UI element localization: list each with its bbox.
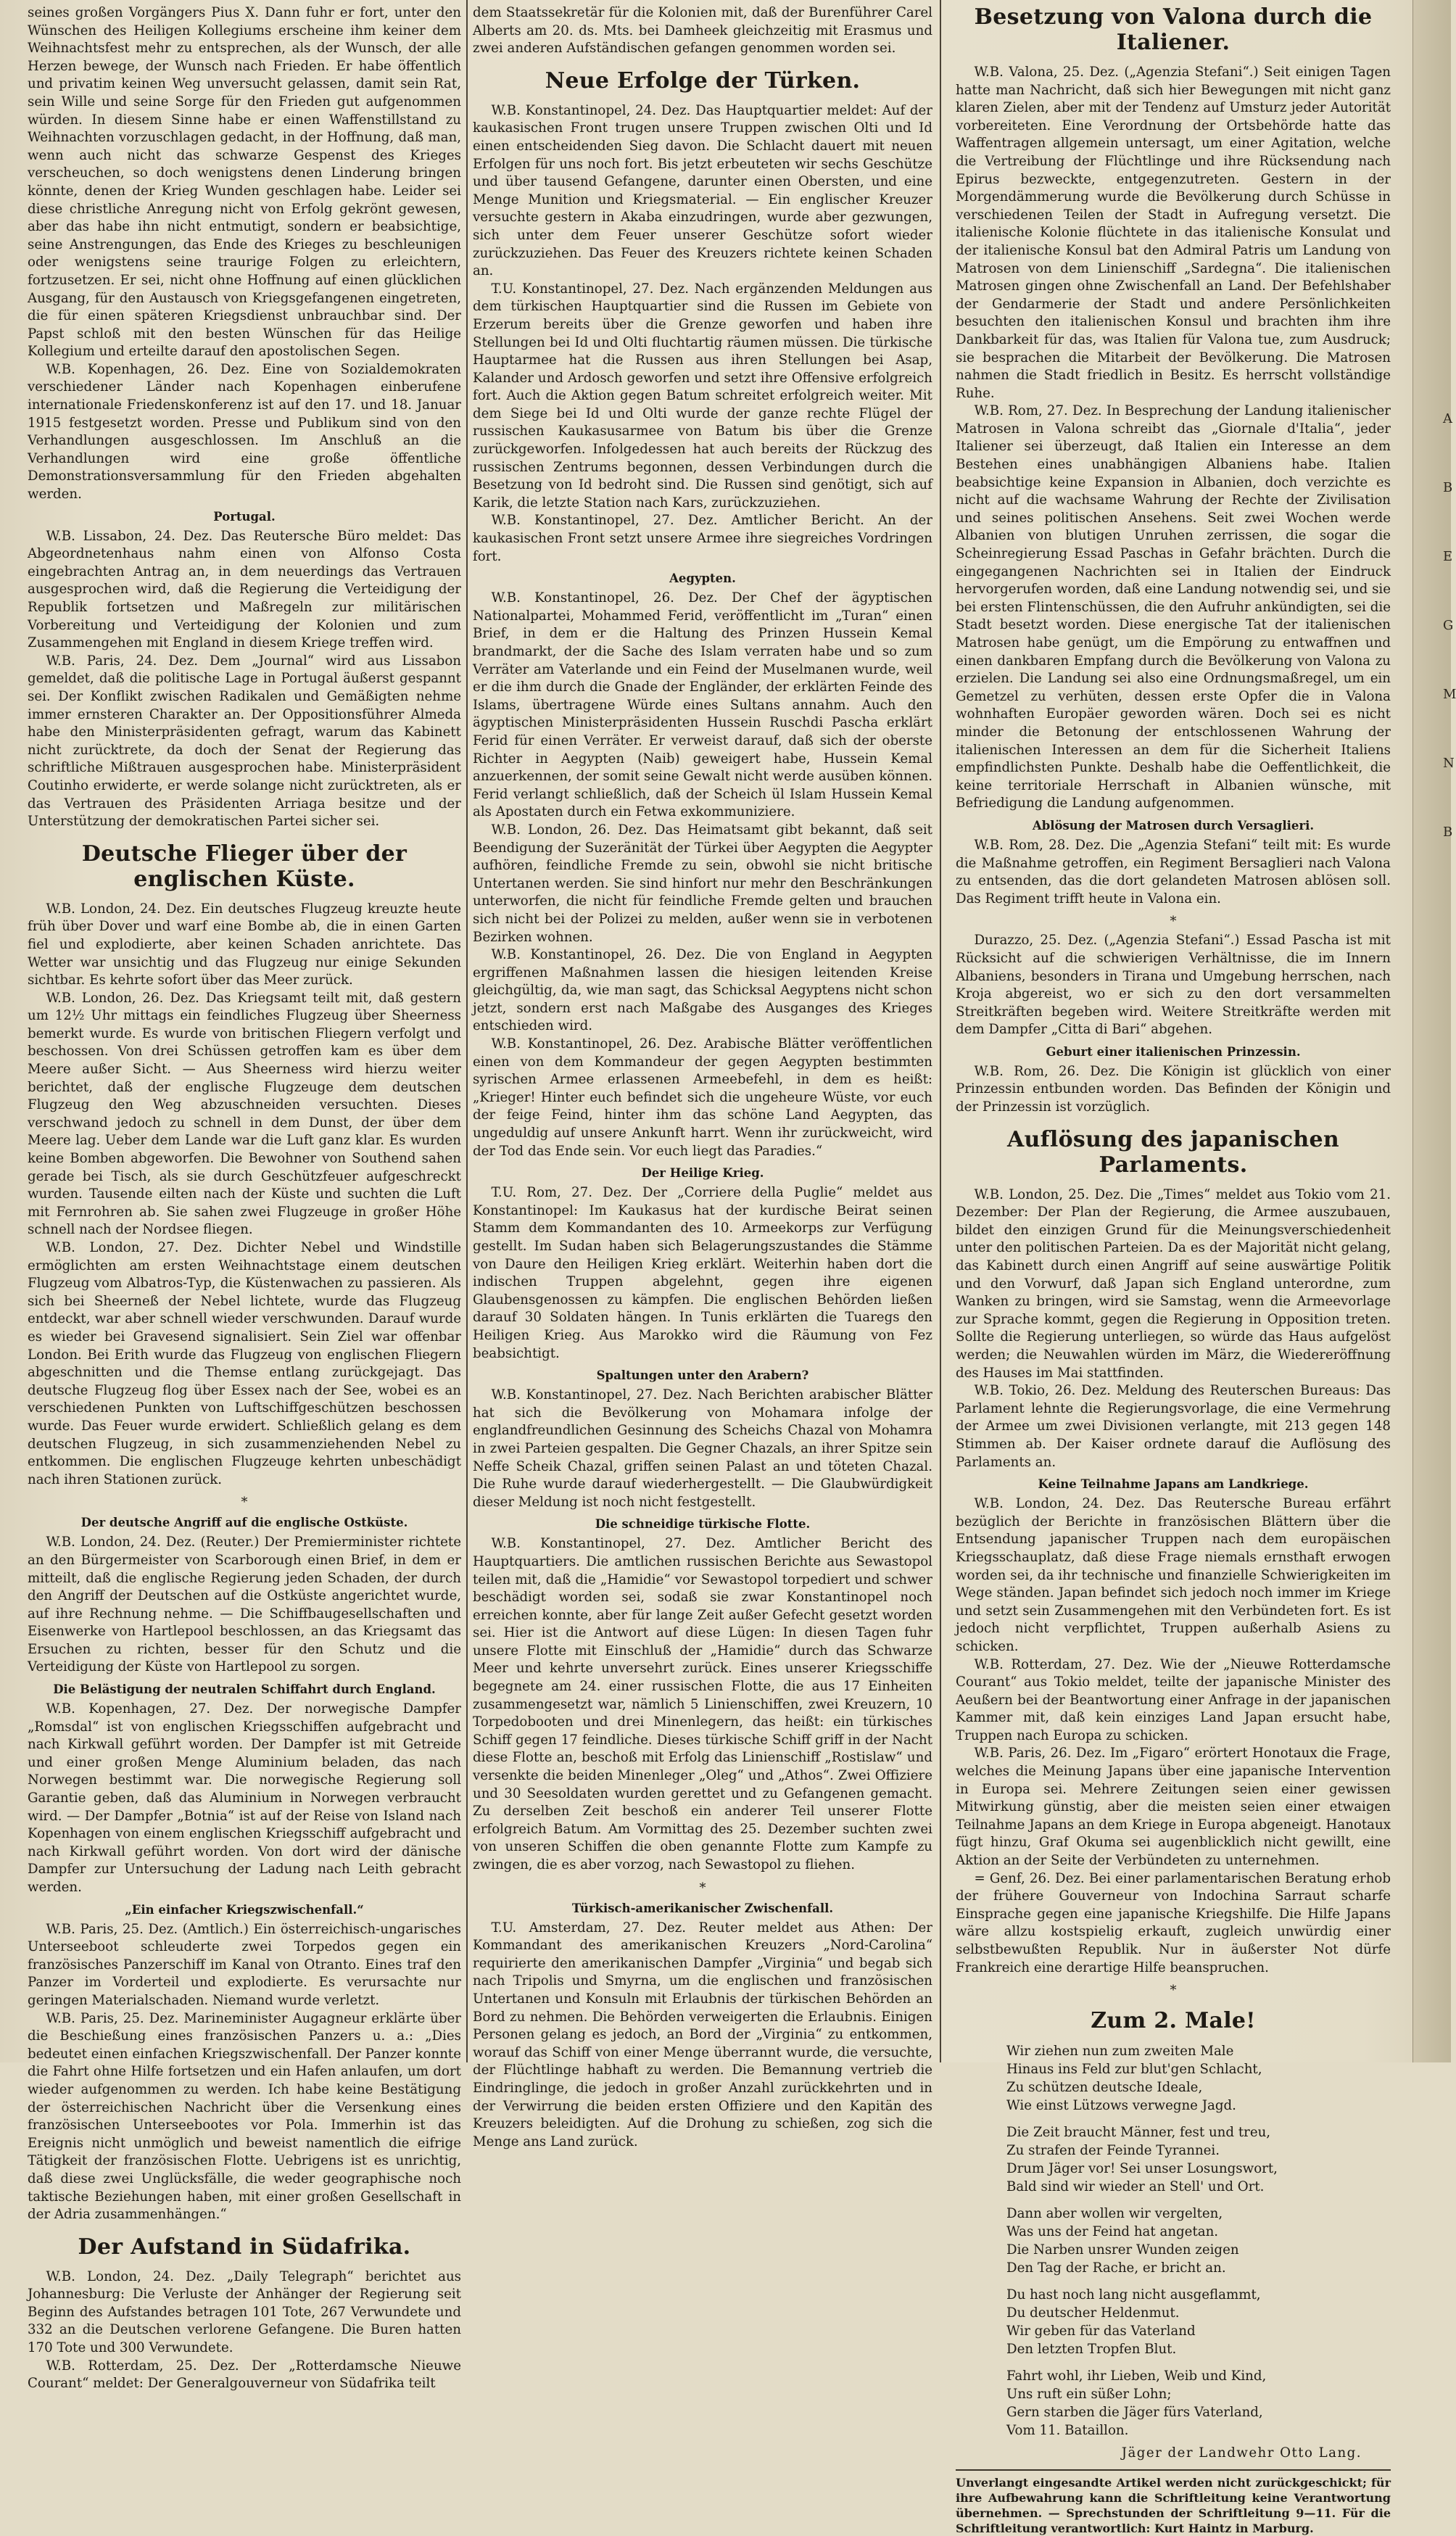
article-paragraph: W.B. London, 25. Dez. Die „Times“ meldet aus Tokio vom 21. Dezember: Der Plan der Regierung, die Armee auszubauen, bildet den einzigen Grund für die Meinungsverschiedenheit unter den politischen Parteien. Da es der Majorität nicht gelang, das Kabinett durch einen Angriff auf seine auswärtige Politik und den Vorwurf, daß Japan sich England unterordne, zum Wanken zu bringen, wird sie Samstag, wenn die Armeevorlage zur Sprache kommt, gegen die Regierung in Opposition treten. Sollte die Regierung unterliegen, so würde das Haus aufgelöst werden; die Neuwahlen würden im März, die Wiedereröffnung des Hauses im Mai stattfinden. (956, 1186, 1391, 1381)
article-paragraph: seines großen Vorgängers Pius X. Dann fuhr er fort, unter den Wünschen des Heiligen Kollegiums erscheine ihm keiner dem Weihnachtsfest mehr zu entsprechen, als der Wunsch, der alle Herzen bewege, der Wunsch nach Frieden. Er habe öffentlich und privatim keinen Weg unversucht gelassen, damit sein Rat, sein Wille und seine Sorge für den Frieden gut aufgenommen würden. In diesem Sinne habe er einen Waffenstillstand zu Weihnachten vorzuschlagen gedacht, in der Hoffnung, daß man, wenn auch nicht das schwarze Gespenst des Krieges verscheuchen, so doch wenigstens denen Linderung bringen könnte, denen der Krieg Wunden geschlagen habe. Leider sei diese christliche Anregung nicht von Erfolg gekrönt gewesen, aber das habe ihn nicht entmutigt, sondern er beabsichtige, seine Anstrengungen, das Ende des Krieges zu beschleunigen oder wenigstens seine traurige Folgen zu erleichtern, fortzusetzen. Er sei, nicht ohne Hoffnung auf einen glücklichen Ausgang, für den Austausch von Kriegsgefangenen eingetreten, die für einen späteren Kriegsdienst unbrauchbar sind. Der Papst schloß mit den besten Wünschen für das Heilige Kollegium und erteilte darauf den apostolischen Segen. (28, 5, 461, 360)
poem-line: Zu schützen deutsche Ideale, (1006, 2080, 1203, 2096)
article-paragraph: W.B. London, 26. Dez. Das Kriegsamt teilt mit, daß gestern um 12½ Uhr mittags ein feindliches Flugzeug über Sheerness bemerkt wurde. Es wurde von britischen Fliegern verfolgt und beschossen. Von drei Schüssen getroffen kam es über dem Meere außer Sicht. — Aus Sheerness wird hierzu weiter berichtet, daß der englische Flugzeuge dem deutschen Flugzeug den Weg abzuschneiden versuchten. Dieses verschwand jedoch zu schnell in dem Dunst, der über dem Meere lag. Ueber dem Lande war die Luft ganz klar. Es wurden keine Bomben abgeworfen. Die Bewohner von Southend sahen gerade bei Tisch, als sie durch Geschützfeuer aufgeschreckt wurden. Tausende eilten nach der Küste und suchten die Luft mit Fernrohren ab. Sie sahen zwei Flugzeuge in großer Höhe schnell nach der Nordsee fliegen. (28, 990, 461, 1238)
poem-line: Den letzten Tropfen Blut. (1006, 2342, 1177, 2358)
article-paragraph: W.B. London, 27. Dez. Dichter Nebel und Windstille ermöglichten am ersten Weihnachtstage einem deutschen Flugzeug vom Albatros-Typ, die Küstenwachen zu passieren. Als sich bei Sheerneß der Nebel lichtete, wurde das Flugzeug entdeckt, war aber schnell wieder verschwunden. Darauf wurde es wieder bei Gravesend signalisiert. Sein Ziel war offenbar London. Bei Erith wurde das Flugzeug von englischen Fliegern abgeschnitten und die Themse entlang zurückgejagt. Das deutsche Flugzeug flog über Essex nach der See, wobei es an verschiedenen Punkten von Luftschiffgeschützen beschossen wurde. Das Feuer wurde erwidert. Schließlich gelang es dem deutschen Flugzeug, in sich zusammenziehenden Nebel zu entkommen. Die englischen Flugzeuge kehrten unbeschädigt nach ihren Stationen zurück. (28, 1240, 461, 1487)
stanza-gap (1006, 2196, 1391, 2205)
article-paragraph: W.B. Konstantinopel, 26. Dez. Der Chef der ägyptischen Nationalpartei, Mohammed Ferid, veröffentlicht im „Turan“ einen Brief, in dem er die Haltung des Prinzen Hussein Kemal brandmarkt, der die Sache des Islam verraten habe und so zum Verräter am Vaterlande und ein Feind der Muselmanen wurde, weil er die ihm durch die Gnade der Engländer, der erklärten Feinde des Islams, übertragene Würde eines Sultans annahm. Auch den ägyptischen Ministerpräsidenten Hussein Ruschdi Pascha erklärt Ferid für einen Verräter. Er verweist darauf, daß sich der oberste Richter in Aegypten (Naib) geweigert habe, Hussein Kemal anzuerkennen, der somit seine Gewalt nicht werde ausüben können. Ferid verlangt schließlich, daß der Scheich ül Islam Hussein Kemal als Apostaten durch ein Fetwa exkommuniziere. (473, 590, 932, 820)
article-paragraph: dem Staatssekretär für die Kolonien mit, daß der Burenführer Carel Alberts am 20. ds. Mts. bei Damheek gleichzeitig mit Erasmus und zwei anderen Aufständischen gefangen genommen worden sei. (473, 5, 932, 57)
poem-line: Was uns der Feind hat angetan. (1006, 2224, 1219, 2240)
article-paragraph: W.B. Rotterdam, 25. Dez. Der „Rotterdamsche Nieuwe Courant“ meldet: Der Generalgouverneur von Südafrika teilt (28, 2358, 461, 2392)
article-paragraph: W.B. Paris, 24. Dez. Dem „Journal“ wird aus Lissabon gemeldet, daß die politische Lage in Portugal äußerst gespannt sei. Der Konflikt zwischen Radikalen und Gemäßigten nehme immer ernsteren Charakter an. Der Oppositionsführer Almeda habe den Ministerpräsidenten gefragt, warum das Kabinett nicht zurücktrete, da doch der Senat der Regierung das schriftliche Mißtrauen ausgesprochen habe. Ministerpräsident Coutinho erwiderte, er werde solange nicht zurücktreten, als er das Vertrauen des Präsidenten Arriaga besitze und der Unterstützung der demokratischen Partei sicher sei. (28, 653, 461, 830)
headline-suedafrika: Der Aufstand in Südafrika. (78, 2234, 411, 2260)
adjacent-page-glyphs (1443, 384, 1456, 867)
poem-line: Den Tag der Rache, er bricht an. (1006, 2260, 1226, 2276)
article-paragraph: W.B. Konstantinopel, 27. Dez. Amtlicher Bericht des Hauptquartiers. Die amtlichen russischen Berichte aus Sewastopol teilen mit, daß die „Hamidie“ vor Sewastopol torpediert und schwer beschädigt worden sei, sodaß sie zwar Konstantinopel noch erreichen konnte, aber für lange Zeit außer Gefecht gesetzt worden sei. Hier ist die Antwort auf diese Lügen: In diesen Tagen fuhr unsere Flotte mit Einschluß der „Hamidie“ durch das Schwarze Meer und kehrte unversehrt zurück. Eines unserer Kriegsschiffe begegnete am 24. einer russischen Flotte, die aus 17 Einheiten zusammengesetzt war, nämlich 5 Linienschiffen, zwei Kreuzern, 10 Torpedobooten und drei Minenlegern, das heißt: ein türkisches Schiff gegen 17 feindliche. Dieses türkische Schiff griff in der Nacht diese Flotte an, beschoß mit Erfolg das Linienschiff „Rostislaw“ und versenkte die beiden Minenleger „Oleg“ und „Athos“. Zwei Offiziere und 30 Seesoldaten wurden gerettet und zu Gefangenen gemacht. Zu derselben Zeit beschoß ein anderer Teil unserer Flotte erfolgreich Batum. Am Vormittag des 25. Dezember suchten zwei von unseren Schiffen die oben genannte Flotte zum Kampfe zu zwingen, die es aber vorzog, nach Sewastopol zu fliehen. (473, 1536, 932, 1872)
section-heading-angriff: Der deutsche Angriff auf die englische Ostküste. (80, 1516, 408, 1530)
column-rule (940, 0, 941, 2062)
article-paragraph: W.B. Kopenhagen, 26. Dez. Eine von Sozialdemokraten verschiedener Länder nach Kopenhagen einberufene internationale Friedenskonferenz ist auf den 17. und 18. Januar 1915 festgesetzt worden. Presse und Publikum sind von den Verhandlungen ausgeschlossen. Im Anschluß an die Verhandlungen wird eine große öffentliche Demonstrationsversammlung für den Frieden abgehalten werden. (28, 361, 461, 503)
edge-glyph: M (1443, 687, 1456, 702)
section-heading-aegypten: Aegypten. (669, 571, 736, 586)
section-heading-heiliger-krieg: Der Heilige Krieg. (641, 1166, 764, 1181)
poem-author: Jäger der Landwehr Otto Lang. (1121, 2445, 1362, 2461)
adjacent-page-edge (1412, 0, 1451, 2062)
section-heading-spaltungen: Spaltungen unter den Arabern? (596, 1368, 809, 1383)
poem-line: Wir geben für das Vaterland (1006, 2324, 1196, 2339)
stanza-gap (1006, 2115, 1391, 2123)
article-paragraph: T.U. Amsterdam, 27. Dez. Reuter meldet aus Athen: Der Kommandant des amerikanischen Kreuzers „Nord-Carolina“ requirierte den amerikanischen Dampfer „Virginia“ und begab sich nach Tripolis und Smyrna, um die englischen und französischen Untertanen und Konsuln mit Erlaubnis der türkischen Behörden an Bord zu nehmen. Die Behörden verweigerten die Erlaubnis. Einigen Personen gelang es jedoch, an Bord der „Virginia“ zu entkommen, worauf das Schiff von einer Menge überrannt wurde, die versuchte, der Flüchtlinge habhaft zu werden. Die Bemannung vertrieb die Eindringlinge, die jedoch in großer Anzahl zurückkehrten und in der Verwirrung die beiden ersten Offiziere und den Kapitän des Kreuzers beleidigten. Auf die Drohung zu schießen, zog sich die Menge ans Land zurück. (473, 1920, 932, 2149)
poem-line: Wir ziehen nun zum zweiten Male (1006, 2044, 1234, 2060)
poem-title: Zum 2. Male! (1091, 2008, 1256, 2034)
article-paragraph: W.B. London, 24. Dez. (Reuter.) Der Premierminister richtete an den Bürgermeister von Scarborough einen Brief, in dem er mitteilt, daß die englische Regierung jeden Schaden, der durch den Angriff der Deutschen auf die Ostküste angerichtet wurde, auf ihre Rechnung nehme. — Die Schiffbaugesellschaften und Eisenwerke von Hartlepool beschlossen, an das Kriegsamt das Ersuchen zu richten, besser für den Schutz und die Verteidigung der Küste von Hartlepool zu sorgen. (28, 1535, 461, 1675)
column-middle (473, 4, 932, 2149)
headline-valona: Besetzung von Valona durch die Italiener. (974, 4, 1373, 55)
poem-line: Bald sind wir wieder an Stell' und Ort. (1006, 2179, 1265, 2195)
article-paragraph: W.B. London, 24. Dez. Ein deutsches Flugzeug kreuzte heute früh über Dover und warf eine Bombe ab, die in einen Garten fiel und explodierte, aber keinen Schaden anrichtete. Das Wetter war unsichtig und das Flugzeug nur einige Sekunden sichtbar. Es kehrte sofort über das Meer zurück. (28, 901, 461, 988)
editorial-footer: Unverlangt eingesandte Artikel werden nicht zurückgeschickt; für ihre Aufbewahrung kann die Schriftleitung keine Verantwortung übernehmen. — Sprechstunden der Schriftleitung 9—11. Für die Schriftleitung verantwortlich: Kurt Haintz in Marburg. (956, 2469, 1391, 2536)
edge-glyph: N (1443, 756, 1455, 771)
edge-glyph: E (1443, 549, 1453, 564)
article-paragraph: W.B. Konstantinopel, 27. Dez. Amtlicher Bericht. An der kaukasischen Front setzt unsere Armee ihre siegreiches Vordringen fort. (473, 513, 932, 564)
poem-line: Zu strafen der Feinde Tyrannei. (1006, 2143, 1220, 2159)
article-paragraph: W.B. Kopenhagen, 27. Dez. Der norwegische Dampfer „Romsdal“ ist von englischen Kriegsschiffen aufgebracht und nach Kirkwall geführt worden. Der Dampfer ist mit Getreide und einer großen Menge Aluminium beladen, das nach Norwegen bestimmt war. Die norwegische Regierung soll Garantie geben, daß das Aluminium in Norwegen verbraucht wird. — Der Dampfer „Botnia“ ist auf der Reise von Island nach Kopenhagen von einem englischen Kriegsschiff aufgebracht und nach Kirkwall geführt worden. Von dort wird der dänische Dampfer zur Untersuchung der Ladung nach Leith gebracht werden. (28, 1701, 461, 1895)
column-rule (466, 0, 468, 2062)
stanza-gap (1006, 2358, 1391, 2367)
poem-line: Vom 11. Bataillon. (1006, 2423, 1129, 2439)
poem-line: Die Narben unsrer Wunden zeigen (1006, 2242, 1239, 2258)
poem-line: Du deutscher Heldenmut. (1006, 2305, 1180, 2321)
column-left (28, 4, 461, 2392)
column-right (956, 4, 1391, 2536)
edge-glyph: B (1443, 480, 1453, 495)
section-heading-flotte: Die schneidige türkische Flotte. (595, 1517, 811, 1532)
edge-glyph: A (1443, 411, 1452, 426)
headline-japan: Auflösung des japanischen Parlaments. (1006, 1126, 1339, 1178)
article-paragraph: = Genf, 26. Dez. Bei einer parlamentarischen Beratung erhob der frühere Gouverneur von Indochina Sarraut scharfe Einsprache gegen eine japanische Kriegshilfe. Die Hilfe Japans wäre allzu kostspielig erkauft, zugleich unwürdig einer selbstbewußten Republik. Nur in äußerster Not dürfe Frankreich eine derartige Hilfe beanspruchen. (956, 1870, 1391, 1975)
section-heading-zwischenfall: „Ein einfacher Kriegszwischenfall.“ (125, 1902, 364, 1917)
article-paragraph: W.B. Konstantinopel, 24. Dez. Das Hauptquartier meldet: Auf der kaukasischen Front trugen unsere Truppen zwischen Olti und Id einen entscheidenden Sieg davon. Die Schlacht dauert mit neuen Erfolgen für uns noch fort. Bis jetzt erbeuteten wir sechs Geschütze und über tausend Gefangene, darunter einen Obersten, und eine Menge Munition und Kriegsmaterial. — Ein englischer Kreuzer versuchte gestern in Akaba einzudringen, wurde aber gezwungen, sich unter dem Feuer unserer Geschütze sofort wieder zurückzuziehen. Das Feuer des Kreuzers richtete keinen Schaden an. (473, 102, 932, 279)
article-paragraph: W.B. Paris, 26. Dez. Im „Figaro“ erörtert Honotaux die Frage, welches die Meinung Japans über eine japanische Intervention in Europa sei. Mehrere Zeitungen seien einer gewissen Mitwirkung günstig, aber die meisten seien einer etwaigen Teilnahme Japans an dem Kriege in Europa abgeneigt. Hanotaux fügt hinzu, Graf Okuma sei augenblicklich nicht gewillt, eine Aktion an der Seite der Verbündeten zu unternehmen. (956, 1746, 1391, 1869)
article-paragraph: W.B. Rotterdam, 27. Dez. Wie der „Nieuwe Rotterdamsche Courant“ aus Tokio meldet, teilte der japanische Minister des Aeußern bei der Beantwortung einer Anfrage in der japanischen Kammer mit, daß kein einziges Land Japan ersucht habe, Truppen nach Europa zu schicken. (956, 1656, 1391, 1743)
section-heading-teilnahme: Keine Teilnahme Japans am Landkriege. (1038, 1477, 1309, 1492)
article-paragraph: W.B. Konstantinopel, 26. Dez. Die von England in Aegypten ergriffenen Maßnahmen lassen die hiesigen leitenden Kreise gleichgültig, da, wie man sagt, das Schicksal Aegyptens nicht schon jetzt, sondern erst nach Maßgabe des Ausganges des Krieges entschieden wird. (473, 947, 932, 1034)
headline-flieger: Deutsche Flieger über der englischen Küste. (81, 840, 408, 892)
separator-asterisk: * (699, 1880, 706, 1896)
article-paragraph: W.B. London, 24. Dez. Das Reutersche Bureau erfährt bezüglich der Berichte in französischen Blättern über die Entsendung japanischer Truppen nach dem europäischen Kriegsschauplatz, daß diese Frage niemals ernsthaft erwogen worden sei, da ihr technische und finanzielle Schwierigkeiten im Wege ständen. Japan befindet sich jedoch noch immer im Kriege und setzt sein Zusammengehen mit den Verbündeten fort. Es ist jedoch nicht verpflichtet, Truppen außerhalb Asiens zu schicken. (956, 1496, 1391, 1654)
poem-line: Fahrt wohl, ihr Lieben, Weib und Kind, (1006, 2368, 1267, 2384)
article-paragraph: W.B. Paris, 25. Dez. (Amtlich.) Ein österreichisch-ungarisches Unterseeboot schleuderte zwei Torpedos gegen ein französisches Panzerschiff im Kanal von Otranto. Eines traf den Panzer im Vorderteil und explodierte. Es verursachte nur geringen Materialschaden. Niemand wurde verletzt. (28, 1921, 461, 2008)
article-paragraph: W.B. Rom, 27. Dez. In Besprechung der Landung italienischer Matrosen in Valona schreibt das „Giornale d'Italia“, jeder Italiener sei überzeugt, daß Italien ein Interesse an dem Bestehen eines unabhängigen Albaniens habe. Italien beabsichtige keine Expansion in Albanien, doch verzichte es nicht auf die wachsame Wahrung der Rechte der Zivilisation und seines politischen Ansehens. Seit zwei Wochen werde Albanien von blutigen Unruhen zerrissen, die sogar die Scheinregierung Essad Paschas in Gefahr brächten. Durch die eingegangenen Nachrichten sei in Italien der Eindruck hervorgerufen worden, daß eine Landung notwendig sei, und sie bei ersten Flintenschüssen, die den Aufruhr ankündigten, sei die Stadt besetzt worden. Diese energische Tat der italienischen Matrosen habe genügt, um die Empörung zu entwaffnen und einen dankbaren Empfang durch die Bevölkerung von Valona zu erzielen. Die Landung sei also eine Ordnungsmaßregel, um ein Gemetzel zu verhüten, dessen erste Opfer die in Valona wohnhaften Europäer geworden wären. Doch sei es nicht minder die Betonung der entschlossenen Wahrung der italienischen Interessen an dem für die Sicherheit Italiens empfindlichsten Punkte. Deshalb habe die Oeffentlichkeit, die keine territoriale Herrschaft in Albanien wünsche, mit Befriedigung die Landung aufgenommen. (956, 403, 1391, 811)
edge-glyph: G (1443, 618, 1454, 633)
article-paragraph: W.B. Lissabon, 24. Dez. Das Reutersche Büro meldet: Das Abgeordnetenhaus nahm einen von Alfonso Costa eingebrachten Antrag an, in dem neuerdings das Vertrauen ausgesprochen wird, daß die Regierung die Verteidigung der Republik fortsetzen und Maßregeln zur militärischen Vorbereitung und Verteidigung der Kolonien und zum Zusammengehen mit England in diesem Kriege treffen wird. (28, 528, 461, 651)
article-paragraph: W.B. Rom, 28. Dez. Die „Agenzia Stefani“ teilt mit: Es wurde die Maßnahme getroffen, ein Regiment Bersaglieri nach Valona zu entsenden, das die dort gelandeten Matrosen ablösen soll. Das Regiment trifft heute in Valona ein. (956, 837, 1391, 906)
poem-line: Hinaus ins Feld zur blut'gen Schlacht, (1006, 2062, 1262, 2078)
section-heading-belaestigung: Die Belästigung der neutralen Schiffahrt durch England. (53, 1682, 436, 1697)
section-heading-portugal: Portugal. (213, 509, 276, 524)
poem-line: Wie einst Lützows verwegne Jagd. (1006, 2098, 1236, 2114)
separator-asterisk: * (1170, 914, 1177, 930)
poem (956, 2042, 1391, 2440)
stanza-gap (1006, 2277, 1391, 2286)
article-paragraph: W.B. Paris, 25. Dez. Marineminister Augagneur erklärte über die Beschießung eines französischen Panzers u. a.: „Dies bedeutet einen einfachen Kriegszwischenfall. Der Panzer konnte die Fahrt ohne Hilfe fortsetzen und ein Hafen anlaufen, um dort wieder aufgenommen zu werden. Ich habe keine Bestätigung der österreichischen Nachricht über die Versenkung eines französischen Unterseebootes vor Pola. Immerhin ist das Ereignis nicht unmöglich und beweist namentlich die eifrige Tätigkeit der französischen Flotte. Uebrigens ist es unrichtig, daß diese zwei Unglücksfälle, die weder geographische noch taktische Beziehungen haben, mit einer großen Gesellschaft in der Adria zusammenhängen.“ (28, 2010, 461, 2223)
article-paragraph: W.B. Konstantinopel, 26. Dez. Arabische Blätter veröffentlichen einen von dem Kommandeur der gegen Aegypten bestimmten syrischen Armee erlassenen Armeebefehl, in dem es heißt: „Krieger! Hinter euch befindet sich die ungeheure Wüste, vor euch der feige Feind, hinter ihm das schöne Land Aegypten, das ungeduldig auf unsere Ankunft harrt. Wenn ihr zurückweicht, wird der Tod das Ende sein. Vor euch liegt das Paradies.“ (473, 1036, 932, 1159)
article-paragraph: W.B. Valona, 25. Dez. („Agenzia Stefani“.) Seit einigen Tagen hatte man Nachricht, daß sich hier Bewegungen mit nicht ganz klaren Zielen, aber mit der Tendenz auf Umsturz jeder Autorität vorbereiteten. Eine Verordnung der Ortsbehörde hatte das Waffentragen allgemein untersagt, um einer Agitation, welche die Vertreibung der Flüchtlinge und ihre Rücksendung nach Epirus bezweckte, entgegenzutreten. Gestern in der Morgendämmerung wurde die Bevölkerung durch Schüsse in verschiedenen Teilen der Stadt in Aufregung versetzt. Die italienische Kolonie flüchtete in das italienische Konsulat und der italienische Konsul bat den Admiral Patris um Landung von Matrosen von dem Linienschiff „Sardegna“. Die italienischen Matrosen gingen ohne Zwischenfall an Land. Der Befehlshaber der Gendarmerie der Stadt und andere Persönlichkeiten besuchten den italienischen Konsul und brachten ihm ihre Dankbarkeit für das, was Italien für Valona tue, zum Ausdruck; sie besprachen die Mitarbeit der Bevölkerung. Die Matrosen nahmen die Stadt friedlich in Besitz. Es herrscht vollständige Ruhe. (956, 65, 1391, 401)
article-paragraph: W.B. Konstantinopel, 27. Dez. Nach Berichten arabischer Blätter hat sich die Bevölkerung von Mohamara infolge der englandfreundlichen Gesinnung des Scheichs Chazal von Mohamra in zwei Parteien gespalten. Die Gegner Chazals, an ihrer Spitze sein Neffe Scheik Chazal, griffen seinen Palast an und töteten Chazal. Die Ruhe wurde darauf wiederhergestellt. — Die Glaubwürdigkeit dieser Meldung ist noch nicht festgestellt. (473, 1387, 932, 1510)
poem-line: Die Zeit braucht Männer, fest und treu, (1006, 2125, 1271, 2141)
article-paragraph: T.U. Konstantinopel, 27. Dez. Nach ergänzenden Meldungen aus dem türkischen Hauptquartier sind die Russen im Gebiete von Erzerum bereits über die Grenze geworfen und haben ihre Stellungen bei Id und Olti fluchtartig räumen müssen. Die türkische Hauptarmee hat die Russen aus ihren Stellungen bei Asap, Kalander und Ardosch geworfen und setzt ihre Offensive erfolgreich fort. Auch die Aktion gegen Batum schreitet erfolgreich weiter. Mit dem Siege bei Id und Olti wurde der ganze rechte Flügel der russischen Kaukasusarmee von Batum bis über die Grenze zurückgeworfen. Infolgedessen hat auch bereits der Rückzug des russischen Zentrums begonnen, dessen Verbindungen durch die Besetzung von Id bedroht sind. Die Russen sind genötigt, sich auf Karik, die letzte Station nach Kars, zurückzuziehen. (473, 281, 932, 511)
article-paragraph: Durazzo, 25. Dez. („Agenzia Stefani“.) Essad Pascha ist mit Rücksicht auf die schwierigen Verhältnisse, die im Innern Albaniens, besonders in Tirana und Umgebung herrschen, nach Kroja abgereist, wo er sich zu den dort versammelten Streitkräften begeben wird. Weitere Streitkräfte werden mit dem Dampfer „Citta di Bari“ abgehen. (956, 933, 1391, 1038)
article-paragraph: W.B. London, 24. Dez. „Daily Telegraph“ berichtet aus Johannesburg: Die Verluste der Anhänger der Regierung seit Beginn des Aufstandes betragen 101 Tote, 267 Verwundete und 332 an die Deutschen verlorene Gefangene. Die Buren hatten 170 Tote und 300 Verwundete. (28, 2268, 461, 2356)
edge-glyph: B (1443, 825, 1453, 840)
separator-asterisk: * (241, 1495, 248, 1511)
headline-tuerken: Neue Erfolge der Türken. (545, 67, 861, 94)
article-paragraph: W.B. Tokio, 26. Dez. Meldung des Reuterschen Bureaus: Das Parlament lehnte die Regierungsvorlage, die eine Vermehrung der Armee um zwei Divisionen verlangte, mit 213 gegen 148 Stimmen ab. Der Kaiser ordnete darauf die Auflösung des Parlaments an. (956, 1383, 1391, 1470)
article-paragraph: W.B. Rom, 26. Dez. Die Königin ist glücklich von einer Prinzessin entbunden worden. Das Befinden der Königin und der Prinzessin ist vorzüglich. (956, 1063, 1391, 1115)
section-heading-tuerkisch-amerikanisch: Türkisch-amerikanischer Zwischenfall. (571, 1901, 834, 1915)
section-heading-prinzessin: Geburt einer italienischen Prinzessin. (1046, 1044, 1301, 1059)
separator-asterisk: * (1170, 1983, 1177, 1999)
poem-line: Drum Jäger vor! Sei unser Losungswort, (1006, 2161, 1278, 2177)
poem-line: Dann aber wollen wir vergelten, (1006, 2206, 1223, 2222)
poem-line: Du hast noch lang nicht ausgeflammt, (1006, 2287, 1261, 2303)
article-paragraph: W.B. London, 26. Dez. Das Heimatsamt gibt bekannt, daß seit Beendigung der Suzeränität der Türkei über Aegypten die Aegypter aufhören, feindliche Fremde zu sein, obwohl sie nicht britische Untertanen werden. Sie sind hinfort nur mehr den Beschränkungen unterworfen, die nicht für feindliche Fremde gelten und brauchen sich nicht bei der Polizei zu melden, außer wenn sie in verbotenen Bezirken wohnen. (473, 822, 932, 945)
poem-line: Gern starben die Jäger fürs Vaterland, (1006, 2405, 1263, 2421)
poem-line: Uns ruft ein süßer Lohn; (1006, 2387, 1172, 2403)
section-heading-abloesung: Ablösung der Matrosen durch Versaglieri. (1032, 818, 1315, 833)
article-paragraph: T.U. Rom, 27. Dez. Der „Corriere della Puglie“ meldet aus Konstantinopel: Im Kaukasus hat der kurdische Beirat seinen Stamm dem Kommandanten des 10. Armeekorps zur Verfügung gestellt. Im Sudan haben sich Belagerungszustandes die Stämme von Daure den Heiligen Krieg erklärt. Weiterhin haben dort die indischen Truppen abgelehnt, gegen ihre eigenen Glaubensgenossen zu kämpfen. Die englischen Behörden ließen darauf 30 Soldaten hängen. In Tunis erklärten die Tuaregs den Heiligen Krieg. Aus Marokko wird die Räumung von Fez beabsichtigt. (473, 1185, 932, 1361)
